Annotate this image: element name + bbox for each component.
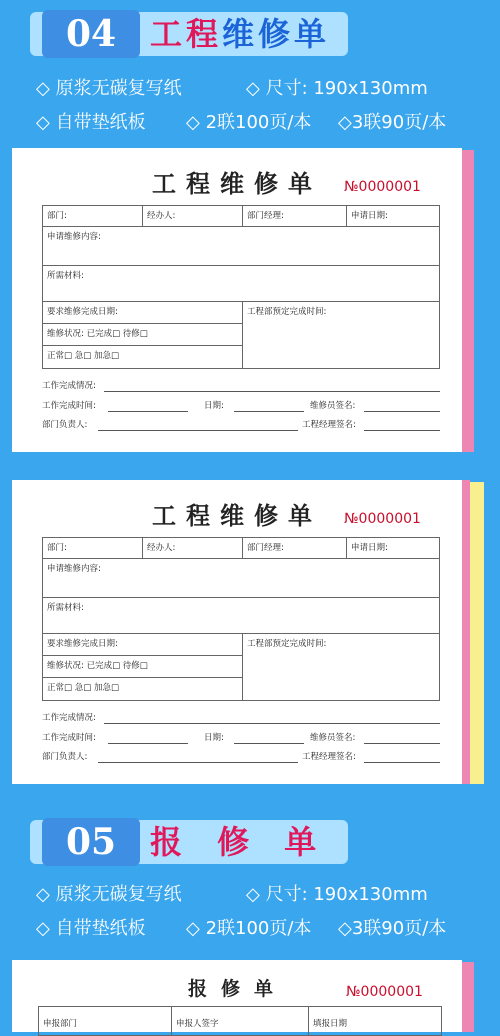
dept-cell: 部门: [42,537,143,559]
finish-time-label: 工作完成时间: [42,733,96,743]
section-banner-05 [30,820,348,864]
eng-manager-sign-label: 工程经理签名: [302,420,356,430]
fill-date-cell: 填报日期 [308,1006,442,1036]
repairer-sign-label: 维修员签名: [310,733,356,743]
spec-pad: ◇ 自带垫纸板 [36,112,146,133]
status-cell: 维修状况: 已完成□ 待修□ [42,655,243,678]
form-number: №0000001 [346,984,423,1000]
urgency-cell: 正常□ 急□ 加急□ [42,345,243,369]
work-status-line [104,723,440,724]
spec-size: ◇ 尺寸: 190x130mm [246,78,428,99]
yellow-copy-stripe [468,482,484,784]
form-number: №0000001 [344,511,421,527]
spec-pad: ◇ 自带垫纸板 [36,918,146,939]
form-title: 报修单 [188,978,288,1000]
dept-head-line [98,762,298,763]
finish-time-label: 工作完成时间: [42,401,96,411]
section-number: 05 [42,818,140,866]
dept-head-line [98,430,298,431]
repairer-sign-line [364,411,440,412]
dept-manager-cell: 部门经理: [242,205,347,227]
spec-paper: ◇ 原浆无碳复写纸 [36,78,182,99]
applicant-dept-cell: 申报部门 [38,1006,172,1036]
repair-content-cell: 申请维修内容: [42,226,440,266]
planned-date-cell: 工程部预定完成时间: [242,301,440,369]
date-label: 日期: [204,401,224,411]
work-status-label: 工作完成情况: [42,381,96,391]
apply-date-cell: 申请日期: [346,537,440,559]
materials-cell: 所需材料: [42,265,440,302]
repair-form-1 [12,148,462,452]
finish-time-line [108,743,188,744]
dept-manager-cell: 部门经理: [242,537,347,559]
date-label: 日期: [204,733,224,743]
applicant-sign-cell: 申报人签字 [171,1006,309,1036]
urgency-cell: 正常□ 急□ 加急□ [42,677,243,701]
repair-form-2 [12,480,462,784]
form-title: 工程维修单 [152,169,322,198]
dept-cell: 部门: [42,205,143,227]
spec-size: ◇ 尺寸: 190x130mm [246,884,428,905]
spec-three-part: ◇3联90页/本 [338,112,447,133]
finish-time-line [108,411,188,412]
section-title [150,12,330,56]
status-cell: 维修状况: 已完成□ 待修□ [42,323,243,346]
required-date-cell: 要求维修完成日期: [42,633,243,656]
spec-three-part: ◇3联90页/本 [338,918,447,939]
apply-date-cell: 申请日期: [346,205,440,227]
section-title-part-b: 维修单 [222,15,331,53]
date-line [234,743,304,744]
eng-manager-sign-label: 工程经理签名: [302,752,356,762]
repairer-sign-line [364,743,440,744]
spec-two-part: ◇ 2联100页/本 [186,112,312,133]
form-number: №0000001 [344,179,421,195]
planned-date-cell: 工程部预定完成时间: [242,633,440,701]
repair-content-cell: 申请维修内容: [42,558,440,598]
section-title: 报 修 单 [150,823,329,861]
materials-cell: 所需材料: [42,597,440,634]
section-number: 04 [42,10,140,58]
work-status-line [104,391,440,392]
repair-request-form [12,960,462,1032]
repairer-sign-label: 维修员签名: [310,401,356,411]
spec-paper: ◇ 原浆无碳复写纸 [36,884,182,905]
spec-two-part: ◇ 2联100页/本 [186,918,312,939]
dept-head-label: 部门负责人: [42,752,88,762]
required-date-cell: 要求维修完成日期: [42,301,243,324]
work-status-label: 工作完成情况: [42,713,96,723]
handler-cell: 经办人: [142,205,243,227]
form-title: 工程维修单 [152,501,322,530]
eng-manager-sign-line [364,762,440,763]
dept-head-label: 部门负责人: [42,420,88,430]
handler-cell: 经办人: [142,537,243,559]
eng-manager-sign-line [364,430,440,431]
section-title-part-a: 工程 [150,15,223,53]
date-line [234,411,304,412]
section-banner-04 [30,12,348,56]
